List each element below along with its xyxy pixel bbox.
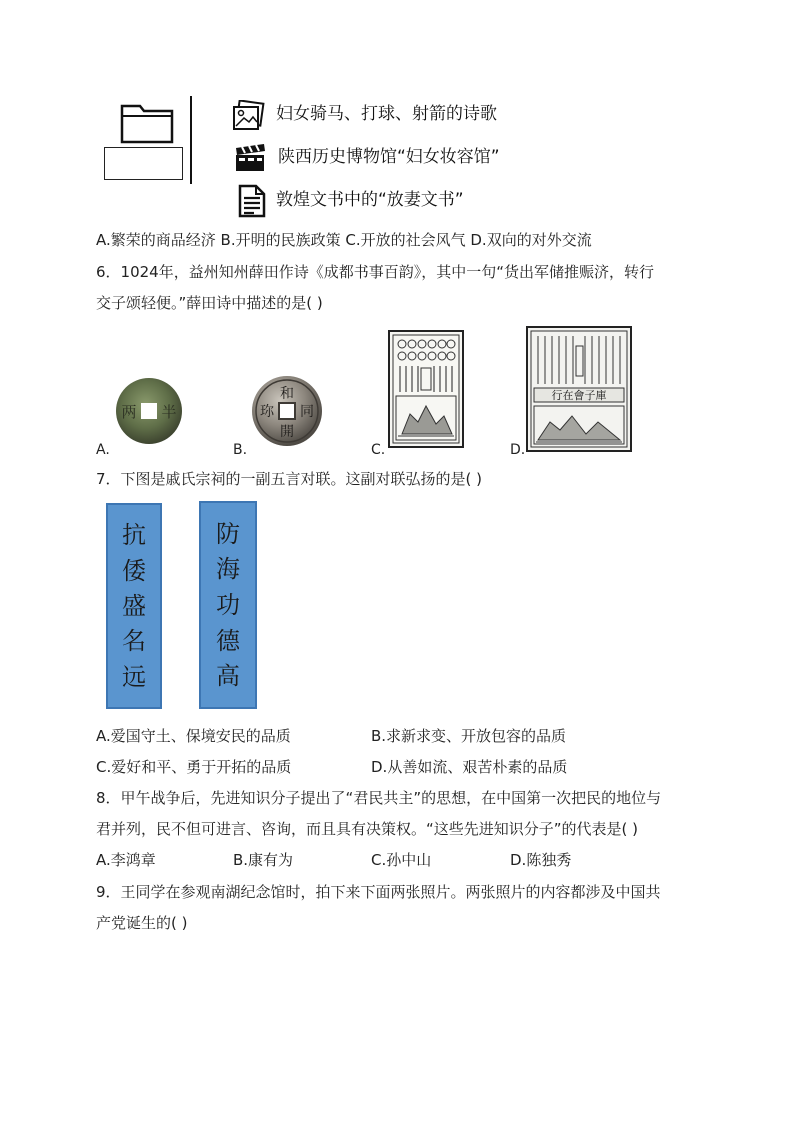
- diagram-divider: [190, 96, 192, 184]
- q5-item-2: 陕西历史博物馆“妇女妆容馆”: [278, 147, 500, 167]
- couplet-right-char: 功: [216, 590, 240, 619]
- q7-option-c: C.爱好和平、勇于开拓的品质: [96, 758, 292, 776]
- q5-item-1: 妇女骑马、打球、射箭的诗歌: [276, 104, 497, 124]
- jiaozi-note-image: [388, 330, 464, 448]
- q8-option-a: A.李鸿章: [96, 851, 156, 869]
- coin-b-char-top: 和: [280, 386, 294, 402]
- couplet-left-char: 远: [122, 662, 146, 691]
- q6-label-b: B.: [233, 442, 248, 458]
- coin-a-char-right: 半: [161, 403, 177, 421]
- coin-b-char-left: 珎: [260, 404, 274, 420]
- answer-blank-box: [104, 147, 183, 180]
- coin-banliang-image: [114, 376, 184, 446]
- huizi-caption: 行在會子庫: [551, 389, 607, 402]
- picture-icon: [232, 100, 266, 132]
- coin-b-char-bottom: 開: [280, 424, 294, 440]
- q6-label-d: D.: [510, 442, 526, 458]
- q8-option-b: B.康有为: [233, 851, 294, 869]
- couplet-left-scroll: [106, 503, 162, 709]
- couplet-left-char: 抗: [122, 521, 146, 550]
- couplet-right-scroll: [199, 501, 257, 709]
- q7-option-d: D.从善如流、艰苦朴素的品质: [371, 758, 568, 776]
- q9-stem-line2: 产党诞生的( ): [96, 914, 188, 932]
- folder-icon: [118, 100, 178, 146]
- q6-label-c: C.: [371, 442, 386, 458]
- couplet-left-char: 名: [122, 627, 146, 656]
- q7-option-a: A.爱国守土、保境安民的品质: [96, 727, 291, 745]
- q8-stem-line1: 8．甲午战争后，先进知识分子提出了“君民共主”的思想，在中国第一次把民的地位与: [96, 789, 662, 807]
- q9-stem-line1: 9．王同学在参观南湖纪念馆时，拍下来下面两张照片。两张照片的内容都涉及中国共: [96, 883, 661, 901]
- q8-option-c: C.孙中山: [371, 851, 432, 869]
- q7-option-b: B.求新求变、开放包容的品质: [371, 727, 567, 745]
- couplet-right-char: 防: [216, 519, 240, 548]
- coin-a-char-left: 两: [121, 403, 137, 421]
- q7-stem: 7．下图是戚氏宗祠的一副五言对联。这副对联弘扬的是( ): [96, 470, 483, 488]
- q8-stem-line2: 君并列，民不但可进言、咨询，而且具有决策权。“这些先进知识分子”的代表是( ): [96, 820, 639, 838]
- q6-label-a: A.: [96, 442, 110, 458]
- huizi-note-image: [526, 326, 632, 452]
- coin-b-char-right: 同: [300, 404, 314, 420]
- clapperboard-icon: [234, 143, 268, 173]
- q6-stem-line2: 交子颂轻便。”薛田诗中描述的是( ): [96, 294, 323, 312]
- q8-option-d: D.陈独秀: [510, 851, 572, 869]
- q5-item-3: 敦煌文书中的“放妻文书”: [276, 190, 464, 210]
- q5-options: A.繁荣的商品经济 B.开明的民族政策 C.开放的社会风气 D.双向的对外交流: [96, 231, 592, 249]
- couplet-left-char: 倭: [122, 556, 146, 585]
- q6-stem-line1: 6．1024年，益州知州薛田作诗《成都书事百韵》，其中一句“货出军储推赈济，转行: [96, 263, 654, 281]
- document-icon: [238, 184, 266, 218]
- couplet-right-char: 高: [216, 662, 240, 691]
- couplet-left-char: 盛: [122, 591, 146, 620]
- couplet-right-char: 海: [216, 555, 240, 584]
- couplet-right-char: 德: [216, 626, 240, 655]
- coin-hetongkaizhen-image: [250, 374, 324, 448]
